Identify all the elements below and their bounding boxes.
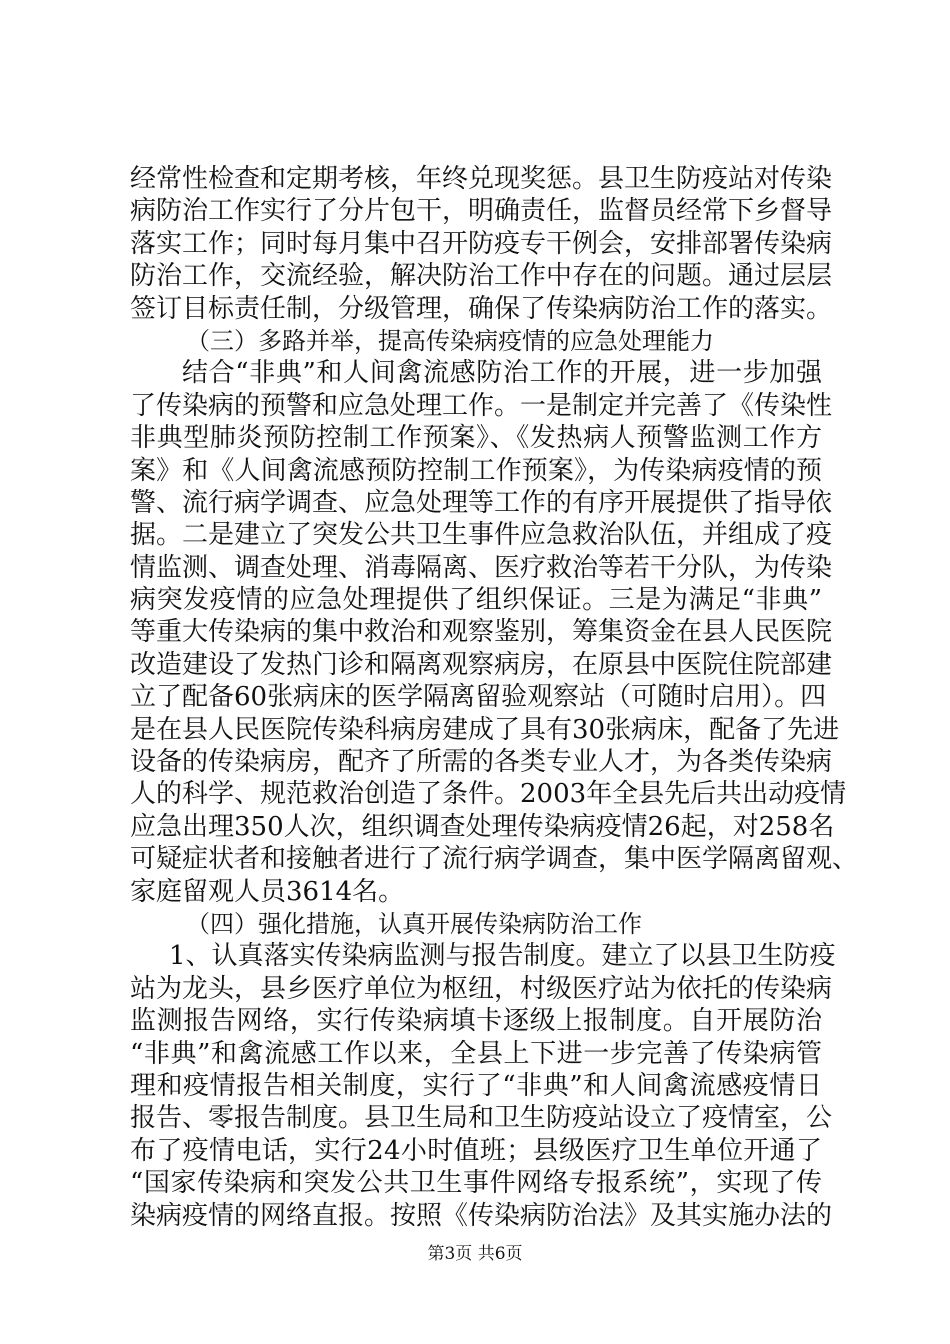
text-line: 病突发疫情的应急处理提供了组织保证。三是为满足“非典” xyxy=(130,585,823,616)
text-line: 改造建设了发热门诊和隔离观察病房，在原县中医院住院部建 xyxy=(130,649,833,680)
text-line: “非典”和禽流感工作以来，全县上下进一步完善了传染病管 xyxy=(130,1038,823,1069)
text-line: 报告、零报告制度。县卫生局和卫生防疫站设立了疫情室，公 xyxy=(130,1103,833,1134)
text-line: 情监测、调查处理、消毒隔离、医疗救治等若干分队，为传染 xyxy=(130,552,833,583)
section-heading: （三）多路并举，提高传染病疫情的应急处理能力 xyxy=(186,326,714,355)
text-line: 人的科学、规范救治创造了条件。2003年全县先后共出动疫情 xyxy=(130,779,847,810)
section-heading: （四）强化措施，认真开展传染病防治工作 xyxy=(186,909,642,938)
text-line: 立了配备60张病床的医学隔离留验观察站（可随时启用）。四 xyxy=(130,682,827,713)
text-line: 了传染病的预警和应急处理工作。一是制定并完善了《传染性 xyxy=(130,390,833,421)
text-line: 是在县人民医院传染科病房建成了具有30张病床，配备了先进 xyxy=(130,714,840,745)
text-line: 据。二是建立了突发公共卫生事件应急救治队伍，并组成了疫 xyxy=(130,520,833,551)
text-line: 监测报告网络，实行传染病填卡逐级上报制度。自开展防治 xyxy=(130,1006,823,1037)
text-line: 防治工作，交流经验，解决防治工作中存在的问题。通过层层 xyxy=(130,261,833,292)
text-line: “国家传染病和突发公共卫生事件网络专报系统”，实现了传 xyxy=(130,1168,823,1199)
page-footer: 第3页 共6页 xyxy=(427,1244,523,1264)
document-body xyxy=(0,163,950,1232)
text-line: 可疑症状者和接触者进行了流行病学调查，集中医学隔离留观、 xyxy=(130,844,859,875)
text-line: 理和疫情报告相关制度，实行了“非典”和人间禽流感疫情日 xyxy=(130,1070,823,1101)
text-line: 警、流行病学调查、应急处理等工作的有序开展提供了指导依 xyxy=(130,487,833,518)
text-line: 病防治工作实行了分片包干，明确责任，监督员经常下乡督导 xyxy=(130,196,833,227)
text-line: 非典型肺炎预防控制工作预案》、《发热病人预警监测工作方 xyxy=(130,423,823,454)
text-line: 1、认真落实传染病监测与报告制度。建立了以县卫生防疫 xyxy=(169,941,836,972)
text-line: 等重大传染病的集中救治和观察鉴别，筹集资金在县人民医院 xyxy=(130,617,833,648)
text-line: 结合“非典”和人间禽流感防治工作的开展，进一步加强 xyxy=(182,358,823,389)
text-line: 落实工作；同时每月集中召开防疫专干例会，安排部署传染病 xyxy=(130,228,833,259)
text-line: 布了疫情电话，实行24小时值班；县级医疗卫生单位开通了 xyxy=(130,1135,823,1166)
text-line: 案》和《人间禽流感预防控制工作预案》，为传染病疫情的预 xyxy=(130,455,823,486)
text-line: 家庭留观人员3614名。 xyxy=(130,876,405,907)
text-line: 设备的传染病房，配齐了所需的各类专业人才，为各类传染病 xyxy=(130,747,833,778)
text-line: 应急出理350人次，组织调查处理传染病疫情26起，对258名 xyxy=(130,811,835,842)
text-line: 签订目标责任制，分级管理，确保了传染病防治工作的落实。 xyxy=(130,293,833,324)
text-line: 染病疫情的网络直报。按照《传染病防治法》及其实施办法的 xyxy=(130,1200,833,1231)
text-line: 站为龙头，县乡医疗单位为枢纽，村级医疗站为依托的传染病 xyxy=(130,973,833,1004)
text-line: 经常性检查和定期考核，年终兑现奖惩。县卫生防疫站对传染 xyxy=(130,164,833,194)
